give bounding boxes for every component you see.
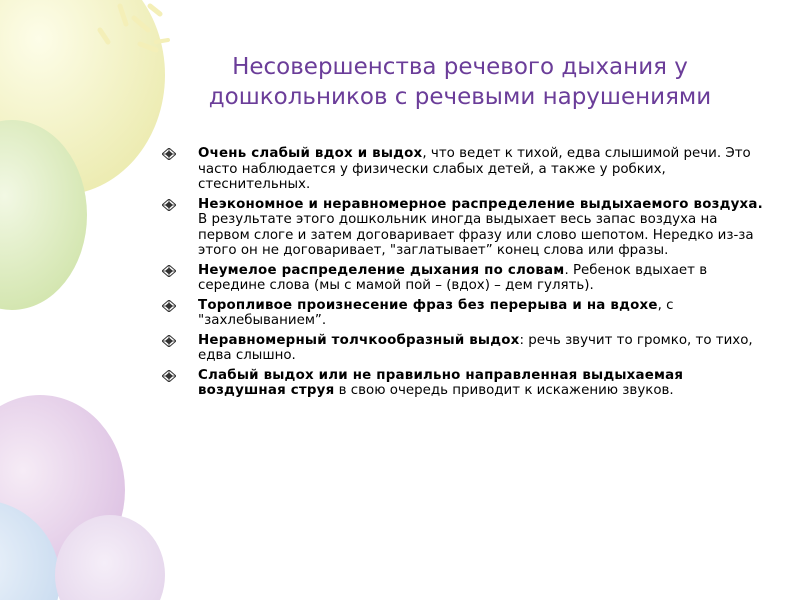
diamond-bullet-icon [162,148,176,160]
item-heading: Неэкономное и неравномерное распределение выдыхаемого воздуха. [198,196,763,212]
diamond-bullet-icon [162,300,176,312]
item-text: . Ребенок вдыхает в середине слова (мы с мамой пой – (вдох) – дем гулять). [198,262,708,293]
item-text: : речь звучит то громко, то тихо, едва слышно. [198,332,753,363]
item-text: , с "захлебыванием”. [198,297,674,328]
item-heading: Слабый выдох или не правильно направленная выдыхаемая воздушная струя [198,367,684,398]
list-item [160,263,770,294]
diamond-bullet-icon [162,199,176,211]
list-item [160,333,770,364]
item-heading: Неравномерный толчкообразный выдох [198,332,520,348]
list-item [160,146,770,193]
title-line-1: Несовершенства речевого дыхания у [232,54,688,80]
diamond-bullet-icon [162,370,176,382]
item-text: В результате этого дошкольник иногда выдыхает весь запас воздуха на первом слоге и затем договаривает фразу или слово шепотом. Нередко из-за этого он не договаривает, "заглатывает” конец слова или фразы. [198,212,754,258]
item-heading: Неумелое распределение дыхания по словам [198,262,565,278]
diamond-bullet-icon [162,265,176,277]
bullet-list [160,146,770,403]
list-item [160,197,770,259]
list-item [160,368,770,399]
item-text: в свою очередь приводит к искажению звуков. [334,383,674,398]
list-item [160,298,770,329]
title-line-2: дошкольников с речевыми нарушениями [208,84,712,110]
item-heading: Торопливое произнесение фраз без перерыва и на вдохе [198,297,658,313]
item-heading: Очень слабый вдох и выдох [198,146,423,161]
item-text: , что ведет к тихой, едва слышимой речи. Это часто наблюдается у физически слабых детей, а также у робких, стеснительных. [198,146,751,192]
diamond-bullet-icon [162,335,176,347]
slide-title [140,52,780,112]
